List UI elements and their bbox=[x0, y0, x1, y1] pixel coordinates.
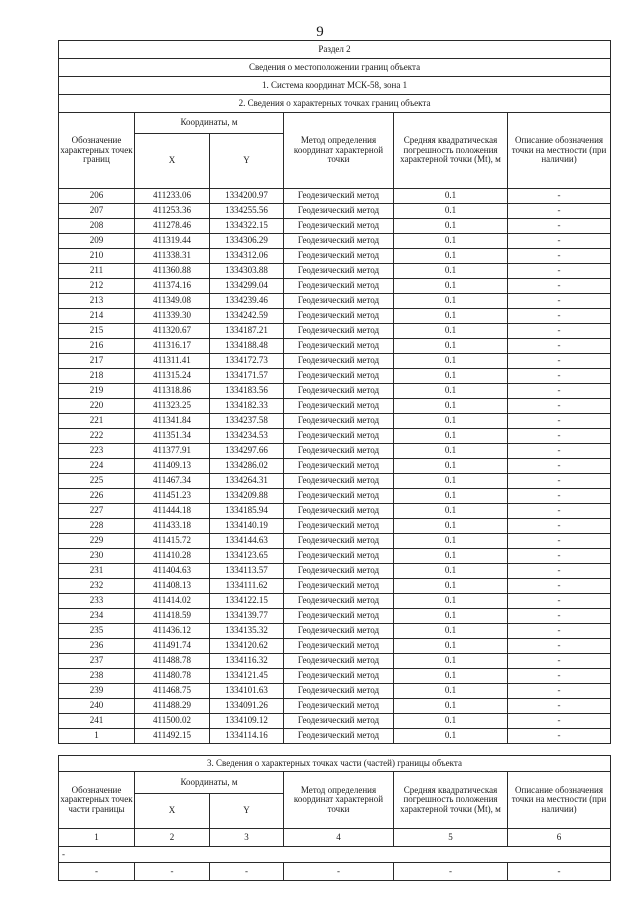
point-id-cell: 206 bbox=[59, 189, 135, 204]
table-row bbox=[59, 219, 611, 234]
method-cell: Геодезический метод bbox=[284, 324, 394, 339]
y-cell: 1334200.97 bbox=[210, 189, 284, 204]
dash-cell: - bbox=[135, 863, 210, 881]
table-row bbox=[59, 279, 611, 294]
dash-cell: - bbox=[508, 863, 611, 881]
mt-cell: 0.1 bbox=[394, 519, 508, 534]
x-cell: 411233.06 bbox=[135, 189, 210, 204]
page-number: 9 bbox=[316, 24, 324, 40]
x-cell: 411316.17 bbox=[135, 339, 210, 354]
x-cell: 411488.29 bbox=[135, 699, 210, 714]
point-id-cell: 230 bbox=[59, 549, 135, 564]
method-cell: Геодезический метод bbox=[284, 219, 394, 234]
table-row bbox=[59, 564, 611, 579]
point-id-cell: 236 bbox=[59, 639, 135, 654]
point-id-cell: 207 bbox=[59, 204, 135, 219]
description-cell: - bbox=[508, 639, 611, 654]
y-cell: 1334234.53 bbox=[210, 429, 284, 444]
header-description: Описание обозначения точки на местности (при наличии) bbox=[508, 113, 611, 189]
x-cell: 411323.25 bbox=[135, 399, 210, 414]
mt-cell: 0.1 bbox=[394, 594, 508, 609]
y-cell: 1334091.26 bbox=[210, 699, 284, 714]
y-cell: 1334237.58 bbox=[210, 414, 284, 429]
table-row bbox=[59, 654, 611, 669]
method-cell: Геодезический метод bbox=[284, 579, 394, 594]
table-row bbox=[59, 384, 611, 399]
method-cell: Геодезический метод bbox=[284, 564, 394, 579]
y-cell: 1334171.57 bbox=[210, 369, 284, 384]
table-row bbox=[59, 324, 611, 339]
x-cell: 411338.31 bbox=[135, 249, 210, 264]
mt-cell: 0.1 bbox=[394, 609, 508, 624]
table-row bbox=[59, 234, 611, 249]
description-cell: - bbox=[508, 579, 611, 594]
point-id-cell: 231 bbox=[59, 564, 135, 579]
y-cell: 1334123.65 bbox=[210, 549, 284, 564]
point-id-cell: 226 bbox=[59, 489, 135, 504]
method-cell: Геодезический метод bbox=[284, 459, 394, 474]
method-cell: Геодезический метод bbox=[284, 594, 394, 609]
mt-cell: 0.1 bbox=[394, 324, 508, 339]
description-cell: - bbox=[508, 399, 611, 414]
y-cell: 1334306.29 bbox=[210, 234, 284, 249]
method-cell: Геодезический метод bbox=[284, 369, 394, 384]
description-cell: - bbox=[508, 264, 611, 279]
x-cell: 411278.46 bbox=[135, 219, 210, 234]
x-cell: 411451.23 bbox=[135, 489, 210, 504]
y-cell: 1334140.19 bbox=[210, 519, 284, 534]
point-id-cell: 218 bbox=[59, 369, 135, 384]
mt-cell: 0.1 bbox=[394, 729, 508, 744]
table-row bbox=[59, 639, 611, 654]
description-cell: - bbox=[508, 474, 611, 489]
mt-cell: 0.1 bbox=[394, 684, 508, 699]
description-cell: - bbox=[508, 324, 611, 339]
description-cell: - bbox=[508, 459, 611, 474]
table-row bbox=[59, 294, 611, 309]
point-id-cell: 234 bbox=[59, 609, 135, 624]
point-id-cell: 211 bbox=[59, 264, 135, 279]
description-cell: - bbox=[508, 429, 611, 444]
table-row bbox=[59, 714, 611, 729]
y-cell: 1334114.16 bbox=[210, 729, 284, 744]
header-coords: Координаты, м bbox=[135, 113, 284, 134]
description-cell: - bbox=[508, 369, 611, 384]
description-cell: - bbox=[508, 594, 611, 609]
x-cell: 411433.18 bbox=[135, 519, 210, 534]
table-row bbox=[59, 414, 611, 429]
description-cell: - bbox=[508, 279, 611, 294]
y-cell: 1334120.62 bbox=[210, 639, 284, 654]
method-cell: Геодезический метод bbox=[284, 489, 394, 504]
x-cell: 411339.30 bbox=[135, 309, 210, 324]
y-cell: 1334135.32 bbox=[210, 624, 284, 639]
point-id-cell: 212 bbox=[59, 279, 135, 294]
x-cell: 411315.24 bbox=[135, 369, 210, 384]
description-cell: - bbox=[508, 384, 611, 399]
method-cell: Геодезический метод bbox=[284, 309, 394, 324]
table-row bbox=[59, 549, 611, 564]
x-cell: 411500.02 bbox=[135, 714, 210, 729]
method-cell: Геодезический метод bbox=[284, 399, 394, 414]
point-id-cell: 219 bbox=[59, 384, 135, 399]
description-cell: - bbox=[508, 684, 611, 699]
y-cell: 1334264.31 bbox=[210, 474, 284, 489]
mt-cell: 0.1 bbox=[394, 699, 508, 714]
table-row bbox=[59, 579, 611, 594]
point-id-cell: 213 bbox=[59, 294, 135, 309]
parts-header-description: Описание обозначения точки на местности (при наличии) bbox=[508, 772, 611, 829]
description-cell: - bbox=[508, 624, 611, 639]
table-row bbox=[59, 354, 611, 369]
point-id-cell: 240 bbox=[59, 699, 135, 714]
mt-cell: 0.1 bbox=[394, 309, 508, 324]
point-id-cell: 235 bbox=[59, 624, 135, 639]
mt-cell: 0.1 bbox=[394, 504, 508, 519]
dash-cell: - bbox=[59, 863, 135, 881]
description-cell: - bbox=[508, 504, 611, 519]
x-cell: 411418.59 bbox=[135, 609, 210, 624]
x-cell: 411409.13 bbox=[135, 459, 210, 474]
table-row bbox=[59, 264, 611, 279]
x-cell: 411444.18 bbox=[135, 504, 210, 519]
point-id-cell: 209 bbox=[59, 234, 135, 249]
mt-cell: 0.1 bbox=[394, 204, 508, 219]
dash-cell: - bbox=[394, 863, 508, 881]
table-row bbox=[59, 204, 611, 219]
x-cell: 411410.28 bbox=[135, 549, 210, 564]
column-number: 3 bbox=[210, 829, 284, 847]
points-title: 2. Сведения о характерных точках границ объекта bbox=[59, 95, 611, 113]
table-row bbox=[59, 669, 611, 684]
method-cell: Геодезический метод bbox=[284, 189, 394, 204]
mt-cell: 0.1 bbox=[394, 534, 508, 549]
x-cell: 411415.72 bbox=[135, 534, 210, 549]
x-cell: 411311.41 bbox=[135, 354, 210, 369]
method-cell: Геодезический метод bbox=[284, 444, 394, 459]
part-points-table bbox=[58, 755, 611, 881]
method-cell: Геодезический метод bbox=[284, 519, 394, 534]
mt-cell: 0.1 bbox=[394, 624, 508, 639]
description-cell: - bbox=[508, 339, 611, 354]
boundary-points-table bbox=[58, 40, 611, 744]
column-number: 2 bbox=[135, 829, 210, 847]
table-row bbox=[59, 339, 611, 354]
y-cell: 1334209.88 bbox=[210, 489, 284, 504]
y-cell: 1334239.46 bbox=[210, 294, 284, 309]
point-id-cell: 225 bbox=[59, 474, 135, 489]
description-cell: - bbox=[508, 549, 611, 564]
mt-cell: 0.1 bbox=[394, 444, 508, 459]
y-cell: 1334101.63 bbox=[210, 684, 284, 699]
x-cell: 411349.08 bbox=[135, 294, 210, 309]
table-row bbox=[59, 504, 611, 519]
table-row bbox=[59, 459, 611, 474]
mt-cell: 0.1 bbox=[394, 339, 508, 354]
y-cell: 1334185.94 bbox=[210, 504, 284, 519]
point-id-cell: 217 bbox=[59, 354, 135, 369]
parts-header-y: Y bbox=[210, 794, 284, 829]
description-cell: - bbox=[508, 204, 611, 219]
method-cell: Геодезический метод bbox=[284, 624, 394, 639]
point-id-cell: 223 bbox=[59, 444, 135, 459]
description-cell: - bbox=[508, 714, 611, 729]
table-row bbox=[59, 444, 611, 459]
header-error: Средняя квадратическая погрешность положения характерной точки (Mt), м bbox=[394, 113, 508, 189]
method-cell: Геодезический метод bbox=[284, 279, 394, 294]
parts-title: 3. Сведения о характерных точках части (частей) границы объекта bbox=[59, 756, 611, 772]
description-cell: - bbox=[508, 519, 611, 534]
column-number: 6 bbox=[508, 829, 611, 847]
point-id-cell: 220 bbox=[59, 399, 135, 414]
mt-cell: 0.1 bbox=[394, 234, 508, 249]
y-cell: 1334122.15 bbox=[210, 594, 284, 609]
column-number: 1 bbox=[59, 829, 135, 847]
column-number: 4 bbox=[284, 829, 394, 847]
method-cell: Геодезический метод bbox=[284, 354, 394, 369]
method-cell: Геодезический метод bbox=[284, 609, 394, 624]
table-row bbox=[59, 534, 611, 549]
y-cell: 1334183.56 bbox=[210, 384, 284, 399]
coord-system: 1. Система координат МСК-58, зона 1 bbox=[59, 77, 611, 95]
mt-cell: 0.1 bbox=[394, 384, 508, 399]
table-row bbox=[59, 684, 611, 699]
description-cell: - bbox=[508, 219, 611, 234]
method-cell: Геодезический метод bbox=[284, 684, 394, 699]
mt-cell: 0.1 bbox=[394, 294, 508, 309]
mt-cell: 0.1 bbox=[394, 654, 508, 669]
mt-cell: 0.1 bbox=[394, 459, 508, 474]
y-cell: 1334144.63 bbox=[210, 534, 284, 549]
method-cell: Геодезический метод bbox=[284, 504, 394, 519]
method-cell: Геодезический метод bbox=[284, 654, 394, 669]
header-x: X bbox=[135, 134, 210, 189]
y-cell: 1334255.56 bbox=[210, 204, 284, 219]
dash-cell: - bbox=[210, 863, 284, 881]
table-row bbox=[59, 609, 611, 624]
point-id-cell: 233 bbox=[59, 594, 135, 609]
mt-cell: 0.1 bbox=[394, 474, 508, 489]
x-cell: 411404.63 bbox=[135, 564, 210, 579]
method-cell: Геодезический метод bbox=[284, 429, 394, 444]
mt-cell: 0.1 bbox=[394, 369, 508, 384]
point-id-cell: 210 bbox=[59, 249, 135, 264]
table-row bbox=[59, 699, 611, 714]
table-row bbox=[59, 474, 611, 489]
point-id-cell: 232 bbox=[59, 579, 135, 594]
description-cell: - bbox=[508, 654, 611, 669]
mt-cell: 0.1 bbox=[394, 219, 508, 234]
description-cell: - bbox=[508, 669, 611, 684]
x-cell: 411377.91 bbox=[135, 444, 210, 459]
table-row bbox=[59, 489, 611, 504]
description-cell: - bbox=[508, 444, 611, 459]
point-id-cell: 237 bbox=[59, 654, 135, 669]
x-cell: 411467.34 bbox=[135, 474, 210, 489]
mt-cell: 0.1 bbox=[394, 489, 508, 504]
point-id-cell: 239 bbox=[59, 684, 135, 699]
description-cell: - bbox=[508, 354, 611, 369]
method-cell: Геодезический метод bbox=[284, 384, 394, 399]
method-cell: Геодезический метод bbox=[284, 294, 394, 309]
method-cell: Геодезический метод bbox=[284, 549, 394, 564]
y-cell: 1334299.04 bbox=[210, 279, 284, 294]
section-title: Раздел 2 bbox=[59, 41, 611, 59]
description-cell: - bbox=[508, 729, 611, 744]
mt-cell: 0.1 bbox=[394, 249, 508, 264]
x-cell: 411436.12 bbox=[135, 624, 210, 639]
y-cell: 1334187.21 bbox=[210, 324, 284, 339]
y-cell: 1334121.45 bbox=[210, 669, 284, 684]
y-cell: 1334188.48 bbox=[210, 339, 284, 354]
mt-cell: 0.1 bbox=[394, 549, 508, 564]
method-cell: Геодезический метод bbox=[284, 204, 394, 219]
mt-cell: 0.1 bbox=[394, 189, 508, 204]
x-cell: 411374.16 bbox=[135, 279, 210, 294]
x-cell: 411492.15 bbox=[135, 729, 210, 744]
x-cell: 411319.44 bbox=[135, 234, 210, 249]
x-cell: 411414.02 bbox=[135, 594, 210, 609]
mt-cell: 0.1 bbox=[394, 399, 508, 414]
point-id-cell: 221 bbox=[59, 414, 135, 429]
parts-header-coords: Координаты, м bbox=[135, 772, 284, 794]
point-id-cell: 229 bbox=[59, 534, 135, 549]
table-row bbox=[59, 369, 611, 384]
point-id-cell: 214 bbox=[59, 309, 135, 324]
x-cell: 411320.67 bbox=[135, 324, 210, 339]
description-cell: - bbox=[508, 234, 611, 249]
mt-cell: 0.1 bbox=[394, 579, 508, 594]
mt-cell: 0.1 bbox=[394, 354, 508, 369]
method-cell: Геодезический метод bbox=[284, 729, 394, 744]
point-id-cell: 241 bbox=[59, 714, 135, 729]
table-row bbox=[59, 519, 611, 534]
x-cell: 411351.34 bbox=[135, 429, 210, 444]
description-cell: - bbox=[508, 309, 611, 324]
point-id-cell: 238 bbox=[59, 669, 135, 684]
point-id-cell: 227 bbox=[59, 504, 135, 519]
parts-header-error: Средняя квадратическая погрешность положения характерной точки (Mt), м bbox=[394, 772, 508, 829]
table-row bbox=[59, 594, 611, 609]
x-cell: 411468.75 bbox=[135, 684, 210, 699]
table-row bbox=[59, 729, 611, 744]
mt-cell: 0.1 bbox=[394, 669, 508, 684]
description-cell: - bbox=[508, 294, 611, 309]
mt-cell: 0.1 bbox=[394, 429, 508, 444]
y-cell: 1334303.88 bbox=[210, 264, 284, 279]
point-id-cell: 224 bbox=[59, 459, 135, 474]
point-id-cell: 215 bbox=[59, 324, 135, 339]
y-cell: 1334113.57 bbox=[210, 564, 284, 579]
description-cell: - bbox=[508, 489, 611, 504]
table-row bbox=[59, 624, 611, 639]
description-cell: - bbox=[508, 564, 611, 579]
table-row bbox=[59, 189, 611, 204]
description-cell: - bbox=[508, 699, 611, 714]
point-id-cell: 1 bbox=[59, 729, 135, 744]
method-cell: Геодезический метод bbox=[284, 249, 394, 264]
method-cell: Геодезический метод bbox=[284, 339, 394, 354]
table-row bbox=[59, 249, 611, 264]
y-cell: 1334111.62 bbox=[210, 579, 284, 594]
y-cell: 1334322.15 bbox=[210, 219, 284, 234]
x-cell: 411491.74 bbox=[135, 639, 210, 654]
table-row bbox=[59, 429, 611, 444]
table-row bbox=[59, 399, 611, 414]
point-id-cell: 228 bbox=[59, 519, 135, 534]
y-cell: 1334172.73 bbox=[210, 354, 284, 369]
description-cell: - bbox=[508, 189, 611, 204]
x-cell: 411318.86 bbox=[135, 384, 210, 399]
method-cell: Геодезический метод bbox=[284, 669, 394, 684]
column-number: 5 bbox=[394, 829, 508, 847]
description-cell: - bbox=[508, 414, 611, 429]
block-title: Сведения о местоположении границ объекта bbox=[59, 59, 611, 77]
method-cell: Геодезический метод bbox=[284, 264, 394, 279]
empty-part-row: - bbox=[59, 847, 611, 863]
x-cell: 411408.13 bbox=[135, 579, 210, 594]
x-cell: 411253.36 bbox=[135, 204, 210, 219]
point-id-cell: 208 bbox=[59, 219, 135, 234]
parts-header-method: Метод определения координат характерной точки bbox=[284, 772, 394, 829]
mt-cell: 0.1 bbox=[394, 714, 508, 729]
description-cell: - bbox=[508, 609, 611, 624]
header-method: Метод определения координат характерной точки bbox=[284, 113, 394, 189]
header-y: Y bbox=[210, 134, 284, 189]
description-cell: - bbox=[508, 249, 611, 264]
y-cell: 1334297.66 bbox=[210, 444, 284, 459]
point-id-cell: 216 bbox=[59, 339, 135, 354]
y-cell: 1334182.33 bbox=[210, 399, 284, 414]
y-cell: 1334312.06 bbox=[210, 249, 284, 264]
y-cell: 1334116.32 bbox=[210, 654, 284, 669]
x-cell: 411488.78 bbox=[135, 654, 210, 669]
method-cell: Геодезический метод bbox=[284, 414, 394, 429]
y-cell: 1334286.02 bbox=[210, 459, 284, 474]
dash-cell: - bbox=[284, 863, 394, 881]
method-cell: Геодезический метод bbox=[284, 534, 394, 549]
point-id-cell: 222 bbox=[59, 429, 135, 444]
mt-cell: 0.1 bbox=[394, 279, 508, 294]
y-cell: 1334242.59 bbox=[210, 309, 284, 324]
parts-header-point-id: Обозначение характерных точек части границы bbox=[59, 772, 135, 829]
mt-cell: 0.1 bbox=[394, 639, 508, 654]
description-cell: - bbox=[508, 534, 611, 549]
mt-cell: 0.1 bbox=[394, 264, 508, 279]
mt-cell: 0.1 bbox=[394, 564, 508, 579]
method-cell: Геодезический метод bbox=[284, 699, 394, 714]
y-cell: 1334109.12 bbox=[210, 714, 284, 729]
method-cell: Геодезический метод bbox=[284, 639, 394, 654]
method-cell: Геодезический метод bbox=[284, 474, 394, 489]
x-cell: 411480.78 bbox=[135, 669, 210, 684]
method-cell: Геодезический метод bbox=[284, 714, 394, 729]
y-cell: 1334139.77 bbox=[210, 609, 284, 624]
x-cell: 411360.88 bbox=[135, 264, 210, 279]
header-point-id: Обозначение характерных точек границ bbox=[59, 113, 135, 189]
x-cell: 411341.84 bbox=[135, 414, 210, 429]
parts-header-x: X bbox=[135, 794, 210, 829]
table-row bbox=[59, 309, 611, 324]
mt-cell: 0.1 bbox=[394, 414, 508, 429]
method-cell: Геодезический метод bbox=[284, 234, 394, 249]
